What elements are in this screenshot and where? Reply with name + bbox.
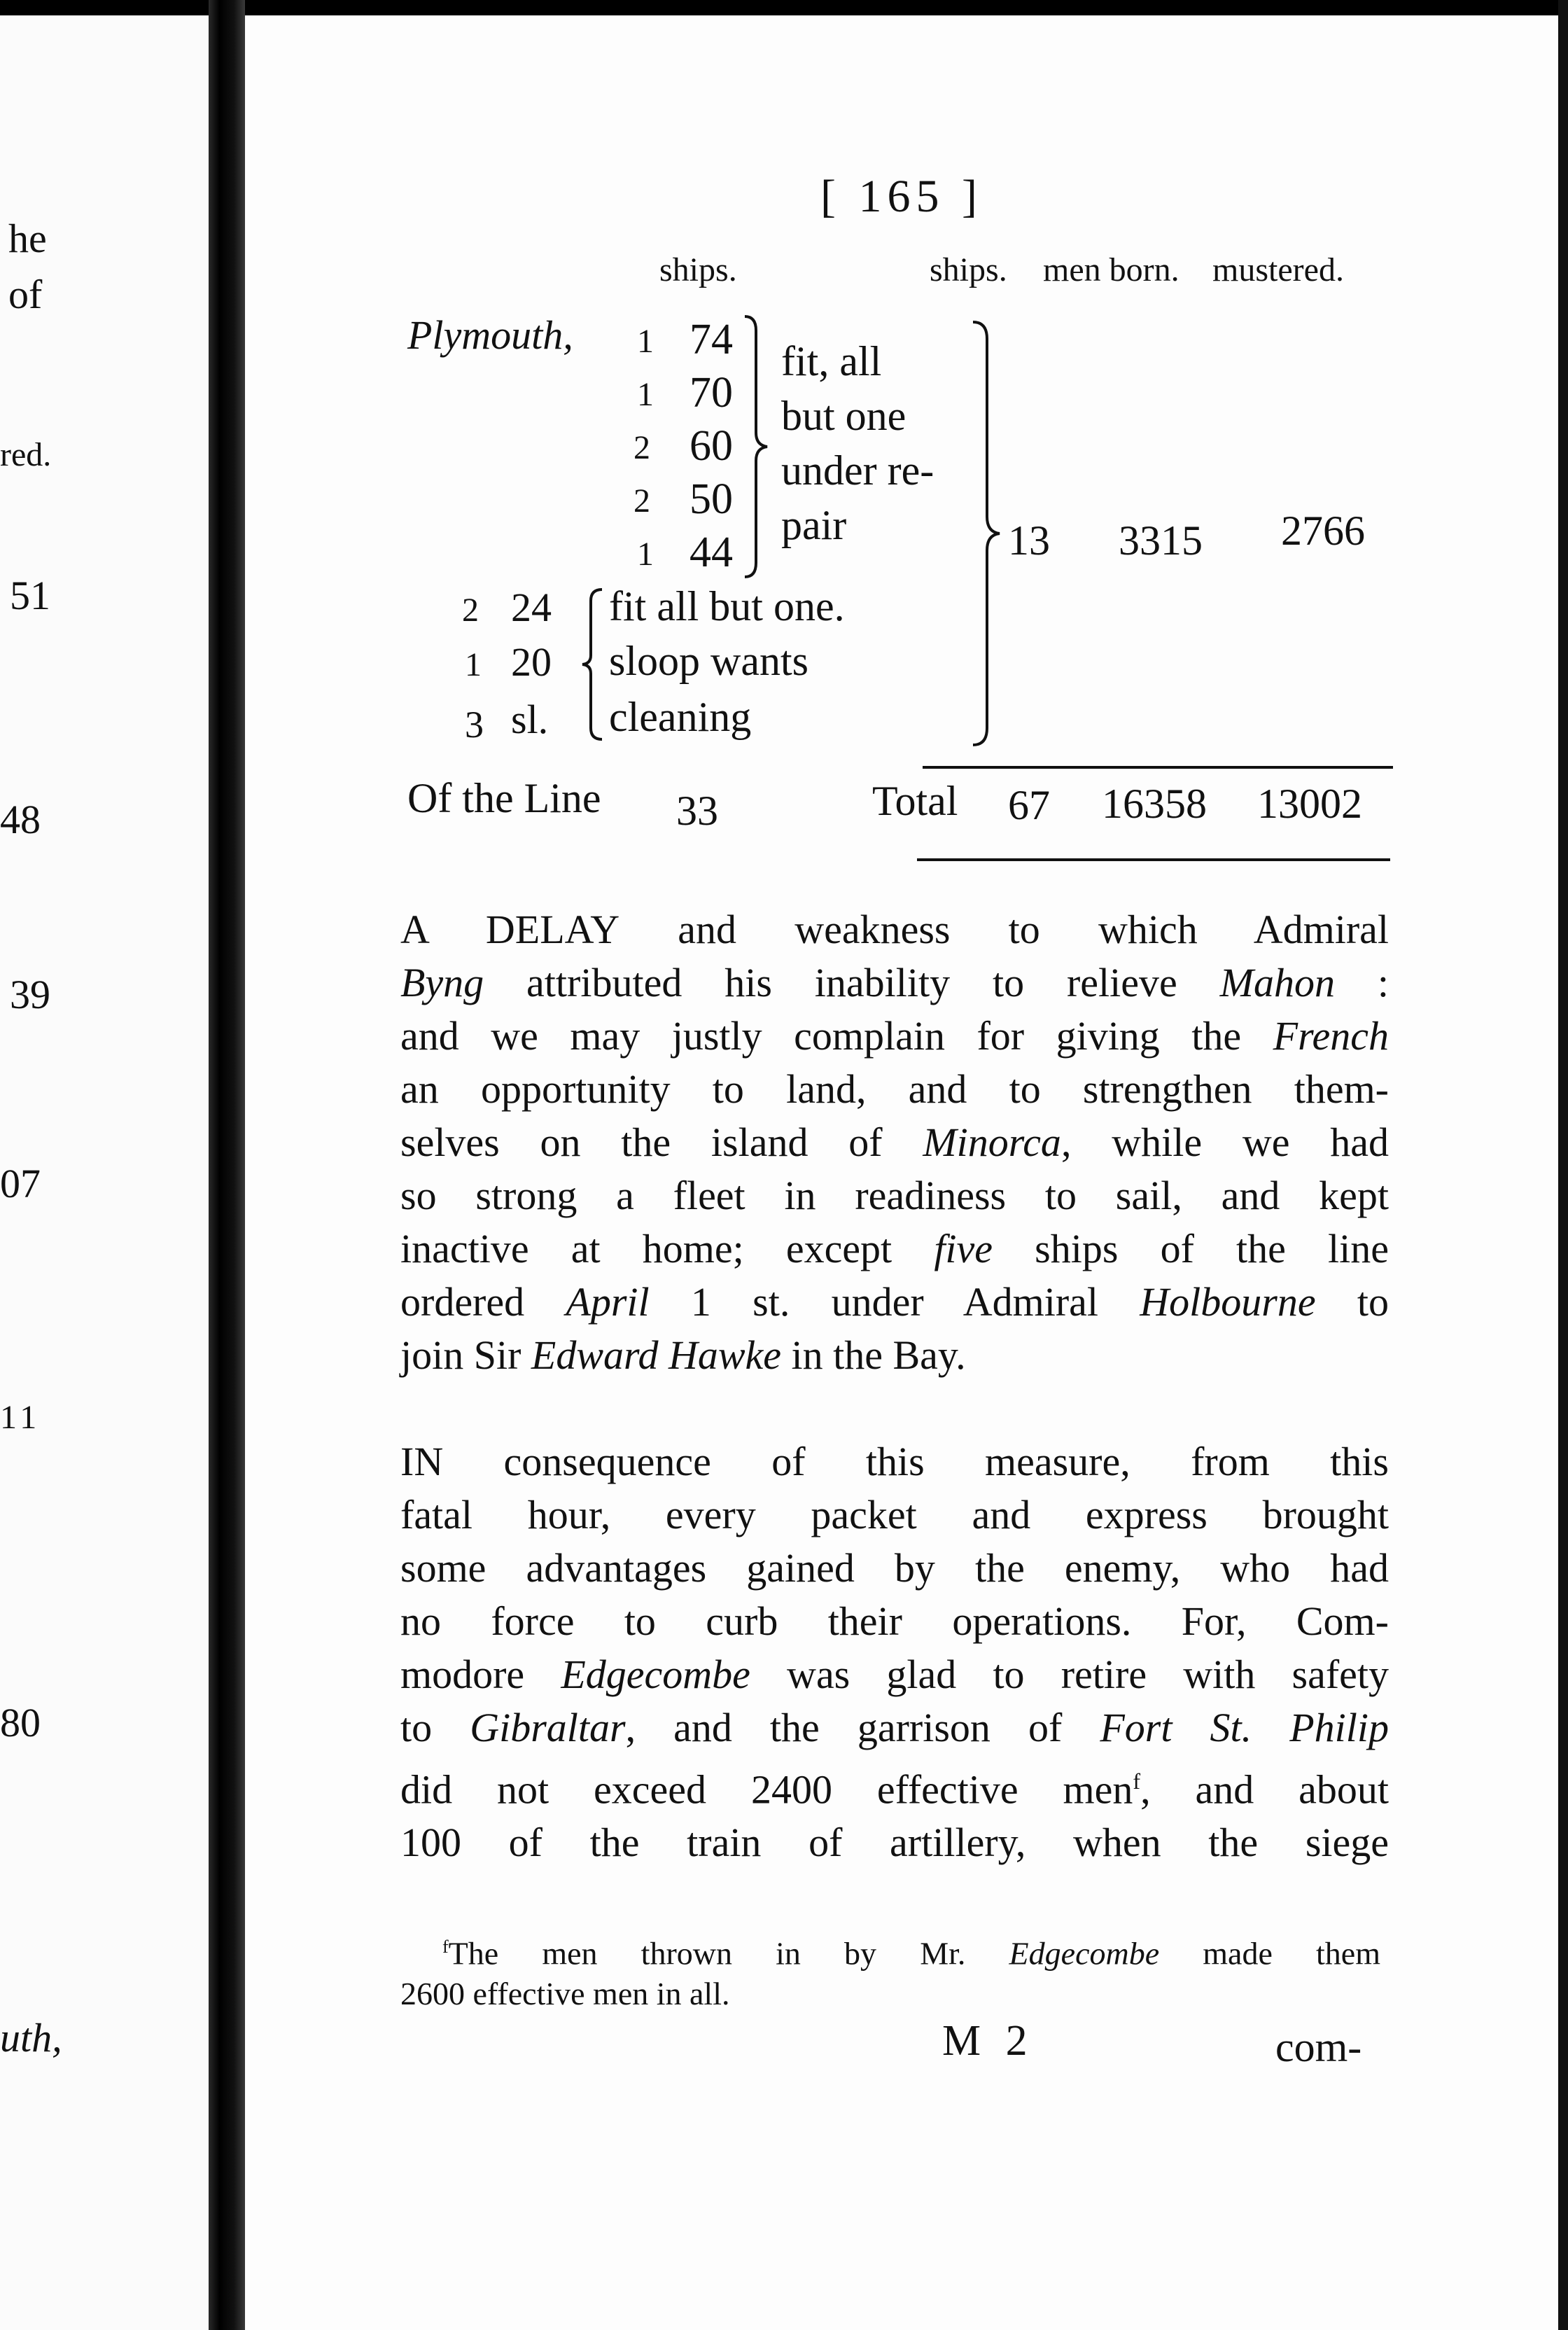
text-line: no force to curb their operations. For, Com- xyxy=(400,1598,1389,1644)
left-fragment: 07 xyxy=(0,1161,41,1206)
total-label: Total xyxy=(872,778,958,824)
brace-line-ships xyxy=(742,314,770,580)
total-rule-top xyxy=(923,766,1393,769)
left-fragment: 80 xyxy=(0,1700,41,1745)
left-fragment: 48 xyxy=(0,797,41,842)
left-fragment: 39 xyxy=(10,972,50,1017)
gun-rate: 24 xyxy=(511,585,552,630)
of-the-line-value: 33 xyxy=(676,788,718,834)
ship-count: 1 xyxy=(637,323,654,360)
total-ships: 67 xyxy=(1008,782,1050,828)
text-line: join Sir Edward Hawke in the Bay. xyxy=(400,1332,966,1378)
text-line: A DELAY and weakness to which Admiral xyxy=(400,907,1390,952)
right-frame-edge xyxy=(1558,0,1568,2330)
port-name: Plymouth, xyxy=(407,312,573,358)
text-line: modore Edgecombe was glad to retire with safety xyxy=(400,1652,1389,1697)
text-line: IN consequence of this measure, from this xyxy=(400,1439,1389,1484)
page-number: [ 165 ] xyxy=(820,171,983,222)
small-note: fit all but one. xyxy=(609,583,845,629)
gun-rate: sl. xyxy=(511,697,549,742)
text-line: did not exceed 2400 effective men$^f$, and about xyxy=(400,1766,1389,1813)
left-facing-page xyxy=(0,15,210,2330)
ship-count: 2 xyxy=(634,429,650,466)
left-fragment: 51 xyxy=(10,573,50,618)
total-rule-bottom xyxy=(917,858,1390,861)
small-note: cleaning xyxy=(609,694,752,740)
footnote-line: 2600 effective men in all. xyxy=(400,1976,730,2012)
ship-count: 1 xyxy=(465,646,482,683)
left-fragment: he xyxy=(8,216,47,261)
total-mustered: 13002 xyxy=(1257,781,1362,827)
plymouth-men-born: 3315 xyxy=(1119,517,1203,564)
brace-summary xyxy=(970,319,1002,748)
text-line: fatal hour, every packet and express brought xyxy=(400,1492,1389,1537)
text-line: selves on the island of Minorca, while we had xyxy=(400,1119,1389,1165)
left-fragment: uth, xyxy=(0,2015,62,2060)
signature-mark: M 2 xyxy=(942,2017,1035,2065)
text-line: Byng attributed his inability to relieve Mahon : xyxy=(400,960,1389,1005)
gun-rate: 60 xyxy=(690,422,733,470)
header-men-born: men born. xyxy=(1043,251,1180,288)
left-fragment: of xyxy=(8,272,43,317)
line-note: fit, all xyxy=(781,338,882,384)
catchword: com- xyxy=(1275,2024,1362,2070)
line-note: but one xyxy=(781,393,906,439)
plymouth-mustered: 2766 xyxy=(1281,508,1365,554)
left-fragment: 11 xyxy=(0,1399,41,1436)
ship-count: 2 xyxy=(634,482,650,519)
header-ships: ships. xyxy=(659,251,737,288)
total-men-born: 16358 xyxy=(1102,781,1207,827)
footnote-line: $^f$The men thrown in by Mr. Edgecombe made them xyxy=(442,1935,1381,1972)
small-note: sloop wants xyxy=(609,638,808,684)
text-line: an opportunity to land, and to strengthen them- xyxy=(400,1066,1389,1112)
line-note: pair xyxy=(781,502,847,548)
footnote xyxy=(400,1927,1380,2014)
ship-count: 1 xyxy=(637,376,654,413)
left-fragment: red. xyxy=(0,436,52,473)
text-line: so strong a fleet in readiness to sail, and kept xyxy=(400,1173,1389,1218)
text-line: some advantages gained by the enemy, who had xyxy=(400,1545,1389,1591)
gun-rate: 44 xyxy=(690,529,733,576)
gun-rate: 50 xyxy=(690,475,733,523)
text-line: to Gibraltar, and the garrison of Fort St. Philip xyxy=(400,1705,1389,1750)
footnote-ref: f xyxy=(1133,1769,1141,1794)
gun-rate: 70 xyxy=(690,369,733,417)
ship-count: 3 xyxy=(465,704,484,746)
text-line: 100 of the train of artillery, when the siege xyxy=(400,1820,1389,1866)
paragraph-2 xyxy=(400,1435,1389,1869)
header-mustered: mustered. xyxy=(1212,251,1344,288)
book-gutter xyxy=(209,0,245,2330)
text-line: ordered April 1 st. under Admiral Holbourne to xyxy=(400,1279,1389,1325)
paragraph-1 xyxy=(400,903,1389,1382)
ship-count: 1 xyxy=(637,536,654,573)
of-the-line-label: Of the Line xyxy=(407,775,601,821)
brace-small-ships xyxy=(581,587,606,742)
gun-rate: 74 xyxy=(690,316,733,363)
text-line: inactive at home; except five ships of the line xyxy=(400,1226,1389,1271)
text-line: and we may justly complain for giving the French xyxy=(400,1013,1389,1059)
header-ships-total: ships. xyxy=(930,251,1007,288)
gun-rate: 20 xyxy=(511,639,552,685)
line-note: under re- xyxy=(781,447,934,494)
plymouth-ships: 13 xyxy=(1008,517,1050,564)
ship-count: 2 xyxy=(462,592,479,629)
